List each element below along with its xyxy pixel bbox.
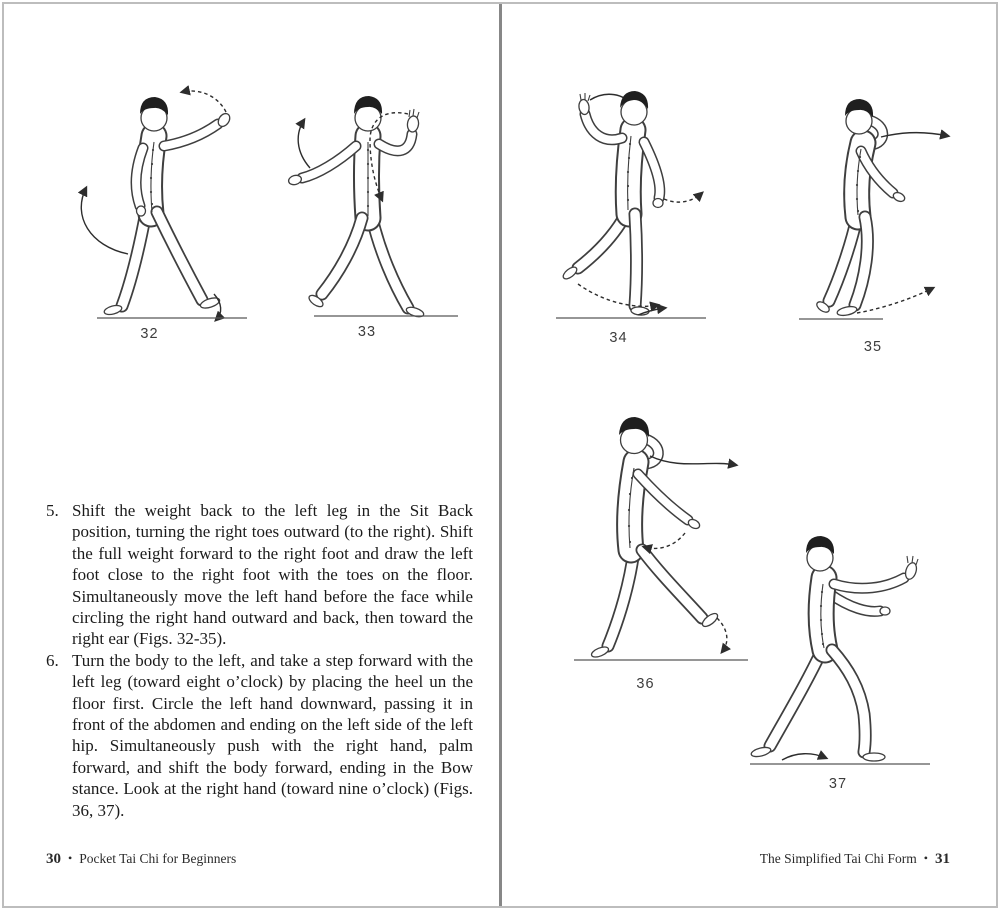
footer-bullet: •: [923, 851, 928, 865]
book-spread: [2, 2, 998, 908]
tai-chi-figure-37-illustration: [738, 522, 938, 774]
figure-35: [773, 87, 973, 355]
tai-chi-figure-33-illustration: [262, 82, 472, 322]
footer-bullet: •: [68, 851, 73, 865]
figure-37-caption: 37: [828, 776, 848, 792]
figure-35-caption: 35: [863, 339, 883, 355]
right-page-footer: [760, 851, 950, 868]
tai-chi-figure-35-illustration: [773, 87, 973, 337]
instruction-step-6: [46, 650, 473, 821]
figure-32: [42, 84, 257, 342]
figure-32-caption: 32: [140, 326, 159, 342]
figure-34-caption: 34: [609, 330, 628, 346]
right-page-number: 31: [935, 851, 950, 867]
instruction-list: [46, 500, 473, 821]
page-left: [4, 4, 499, 906]
left-footer-title: Pocket Tai Chi for Beginners: [79, 851, 237, 866]
figure-33-caption: 33: [357, 324, 377, 340]
page-right: [502, 4, 996, 906]
right-footer-title: The Simplified Tai Chi Form: [759, 851, 917, 866]
tai-chi-figure-34-illustration: [526, 78, 711, 328]
figure-34: [526, 78, 711, 346]
instruction-5-text: Shift the weight back to the left leg in the Sit Back position, turning the right toes outward (to the right). Shift the full weight forward to the right foot and draw the left foot close to the right foot with the toes on the floor. Simultaneously move the left hand before the face while circling the right hand outward and back, then toward the right ear (Figs. 32-35).: [72, 501, 473, 649]
instruction-6-number: 6.: [46, 650, 59, 670]
instruction-5-number: 5.: [46, 501, 59, 520]
figure-37: [738, 522, 938, 792]
instruction-step-5: [46, 500, 473, 650]
figure-36: [538, 402, 753, 692]
tai-chi-figure-32-illustration: [42, 84, 257, 324]
left-page-footer: [46, 851, 236, 868]
tai-chi-figure-36-illustration: [538, 402, 753, 674]
figure-33: [262, 82, 472, 340]
instruction-6-text: Turn the body to the left, and take a step forward with the left leg (toward eight o’clock) by placing the heel un the floor first. Circle the left hand downward, passing it in front of the abdomen and ending on the left side of the left hip. Simultaneously push with the right hand, palm forward, and shift the body forward, ending in the Bow stance. Look at the right hand (toward nine o’clock) (Figs. 36, 37).: [72, 650, 473, 820]
left-page-number: 30: [46, 851, 61, 867]
figure-36-caption: 36: [636, 676, 655, 692]
